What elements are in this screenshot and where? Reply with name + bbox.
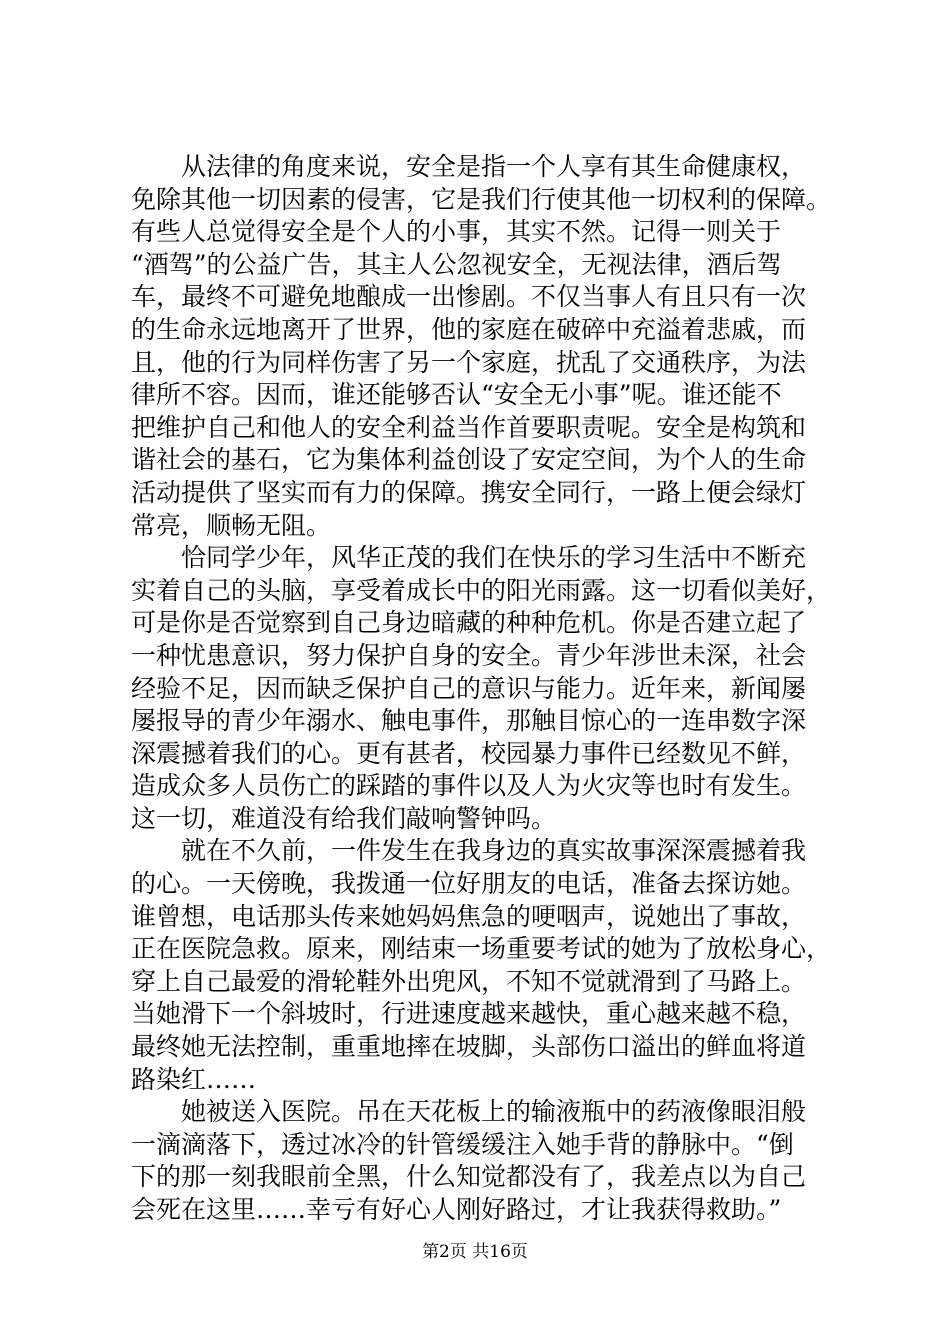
text-line: 这一切，难道没有给我们敲响警钟吗。 — [131, 803, 557, 833]
text-line: 一滴滴落下，透过冰冷的针管缓缓注入她手背的静脉中。“倒 — [131, 1129, 794, 1159]
text-line: 谁曾想，电话那头传来她妈妈焦急的哽咽声，说她出了事故， — [131, 901, 807, 931]
text-line: 律所不容。因而，谁还能够否认“安全无小事”呢。谁还能不 — [131, 380, 782, 410]
text-line: 当她滑下一个斜坡时，行进速度越来越快，重心越来越不稳， — [131, 999, 807, 1029]
text-line: 从法律的角度来说，安全是指一个人享有其生命健康权， — [181, 152, 807, 181]
text-line: 免除其他一切因素的侵害，它是我们行使其他一切权利的保障。 — [131, 184, 832, 214]
text-line: 造成众多人员伤亡的踩踏的事件以及人为火灾等也时有发生。 — [131, 771, 807, 801]
text-line: 且，他的行为同样伤害了另一个家庭，扰乱了交通秩序，为法 — [131, 347, 807, 377]
text-line: 最终她无法控制，重重地摔在坡脚，头部伤口溢出的鲜血将道 — [131, 1032, 807, 1062]
text-line: 常亮，顺畅无阻。 — [131, 510, 332, 540]
text-line: 屡报导的青少年溺水、触电事件，那触目惊心的一连串数字深 — [131, 706, 807, 736]
text-line: 路染红…… — [131, 1064, 257, 1094]
text-line: 经验不足，因而缺乏保护自己的意识与能力。近年来，新闻屡 — [131, 673, 807, 703]
text-line: 她被送入医院。吊在天花板上的输液瓶中的药液像眼泪般 — [181, 1097, 807, 1127]
text-line: 谐社会的基石，它为集体利益创设了安定空间，为个人的生命 — [131, 445, 807, 475]
text-line: 实着自己的头脑，享受着成长中的阳光雨露。这一切看似美好， — [131, 575, 832, 605]
text-line: 下的那一刻我眼前全黑，什么知觉都没有了，我差点以为自己 — [131, 1162, 807, 1192]
text-line: “酒驾”的公益广告，其主人公忽视安全，无视法律，酒后驾 — [131, 249, 782, 279]
text-line: 深震撼着我们的心。更有甚者，校园暴力事件已经数见不鲜， — [131, 738, 807, 768]
text-line: 穿上自己最爱的滑轮鞋外出兜风，不知不觉就滑到了马路上。 — [131, 966, 807, 996]
text-line: 把维护自己和他人的安全利益当作首要职责呢。安全是构筑和 — [131, 412, 807, 442]
text-line: 正在医院急救。原来，刚结束一场重要考试的她为了放松身心， — [131, 934, 832, 964]
text-line: 就在不久前，一件发生在我身边的真实故事深深震撼着我 — [181, 836, 807, 866]
page-number-footer: 第2页 共16页 — [422, 1242, 528, 1262]
text-line: 可是你是否觉察到自己身边暗藏的种种危机。你是否建立起了 — [131, 608, 807, 638]
text-line: 车，最终不可避免地酿成一出惨剧。不仅当事人有且只有一次 — [131, 282, 807, 312]
text-line: 的生命永远地离开了世界，他的家庭在破碎中充溢着悲戚，而 — [131, 314, 807, 344]
text-line: 会死在这里……幸亏有好心人刚好路过，才让我获得救助。” — [131, 1195, 782, 1224]
text-line: 一种忧患意识，努力保护自身的安全。青少年涉世未深，社会 — [131, 640, 807, 670]
text-line: 有些人总觉得安全是个人的小事，其实不然。记得一则关于 — [131, 217, 782, 247]
text-line: 恰同学少年，风华正茂的我们在快乐的学习生活中不断充 — [181, 543, 807, 573]
text-line: 的心。一天傍晚，我拨通一位好朋友的电话，准备去探访她。 — [131, 869, 807, 899]
text-line: 活动提供了坚实而有力的保障。携安全同行，一路上便会绿灯 — [131, 477, 807, 507]
document-body — [131, 151, 836, 1227]
